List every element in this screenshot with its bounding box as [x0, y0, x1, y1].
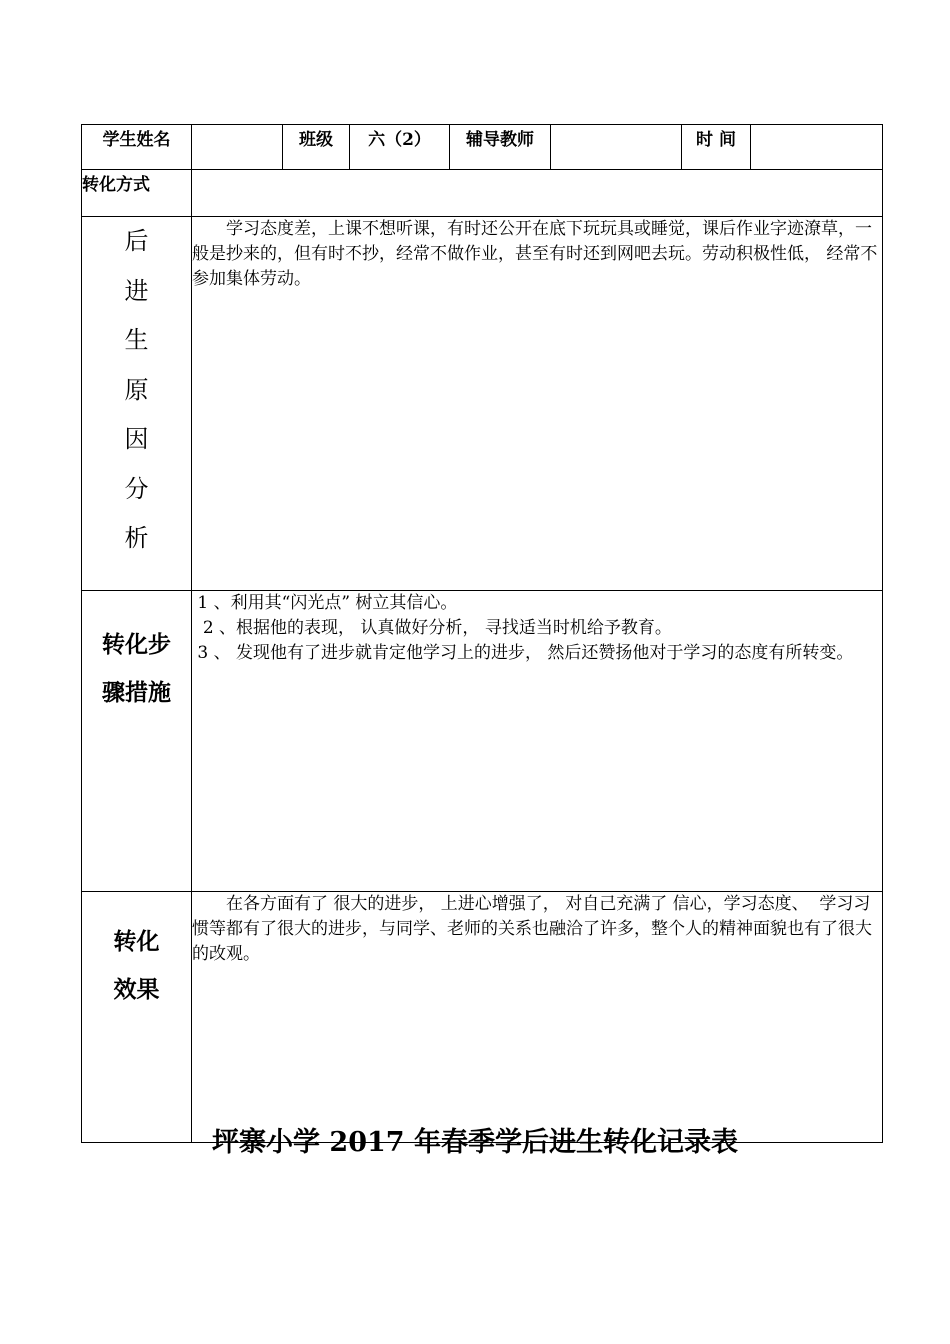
cause-label-char: 进 [124, 276, 149, 305]
steps-row [82, 591, 883, 892]
cause-label [82, 217, 192, 591]
cause-label-char: 析 [124, 524, 149, 552]
student-name-label: 学生姓名 [82, 125, 192, 170]
effect-content [192, 892, 883, 1143]
steps-label [82, 591, 192, 892]
steps-content [192, 591, 883, 892]
method-value [192, 170, 883, 217]
tutor-value [551, 125, 682, 170]
class-value: 六（2） [350, 125, 450, 170]
record-form-table [81, 124, 883, 1143]
effect-label [82, 892, 192, 1143]
cause-label-char: 因 [124, 425, 149, 453]
cause-label-char: 后 [124, 227, 149, 255]
method-row [82, 170, 883, 217]
method-label: 转化方式 [82, 170, 192, 217]
time-value [751, 125, 883, 170]
effect-label-line: 效果 [113, 976, 160, 1003]
tutor-label: 辅导教师 [450, 125, 551, 170]
step-item-2: 2 、根据他的表现， 认真做好分析， 寻找适当时机给予教育。 [192, 618, 672, 638]
cause-label-char: 分 [124, 474, 149, 503]
effect-row [82, 892, 883, 1143]
effect-label-line: 转化 [113, 928, 160, 955]
step-item-1: 1 、利用其“闪光点” 树立其信心。 [192, 593, 458, 613]
cause-text: 学习态度差，上课不想听课，有时还公开在底下玩玩具或睡觉，课后作业字迹潦草，一般是抄来的，但有时不抄，经常不做作业，甚至有时还到网吧去玩。劳动积极性低， 经常不参加集体劳动。 [192, 219, 878, 289]
form-title: 坪寨小学 2017 年春季学后进生转化记录表 [212, 1127, 738, 1158]
steps-label-line: 转化步 [102, 631, 171, 658]
header-row [82, 125, 883, 170]
student-name-value [192, 125, 283, 170]
cause-content [192, 217, 883, 591]
time-label: 时 间 [682, 125, 751, 170]
cause-label-char: 原 [124, 375, 149, 404]
cause-label-char: 生 [124, 326, 149, 354]
effect-text: 在各方面有了 很大的进步， 上进心增强了， 对自己充满了 信心，学习态度、 学习习惯等都有了很大的进步，与同学、老师的关系也融洽了许多，整个人的精神面貌也有了很大的改观。 [192, 894, 872, 964]
class-label: 班级 [283, 125, 350, 170]
step-item-3: 3 、 发现他有了进步就肯定他学习上的进步， 然后还赞扬他对于学习的态度有所转变。 [192, 643, 854, 663]
steps-label-line: 骤措施 [102, 679, 171, 706]
cause-row [82, 217, 883, 591]
